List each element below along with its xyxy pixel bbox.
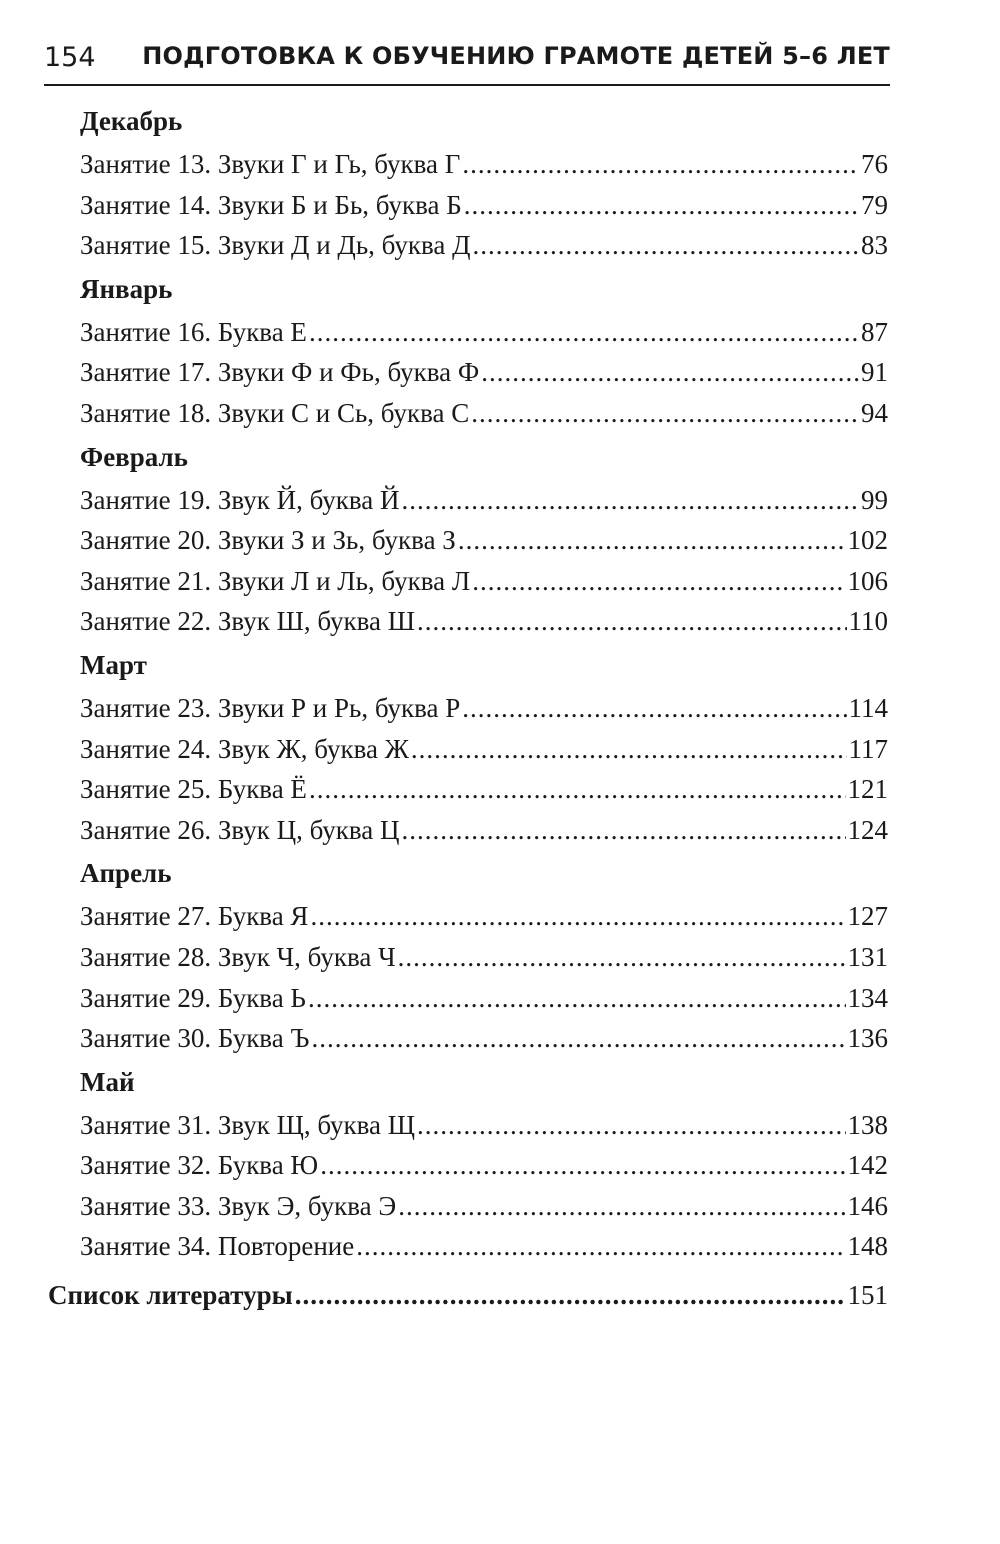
toc-entry-page: 142 <box>847 1150 888 1181</box>
toc-entry[interactable] <box>80 312 888 353</box>
toc-entry-page: 106 <box>847 565 888 596</box>
toc-entry-title: Занятие 29. Буква Ь <box>80 982 306 1013</box>
toc-entry-title: Занятие 27. Буква Я <box>80 901 309 932</box>
toc-entry-page: 87 <box>861 316 888 347</box>
toc-entry-title: Занятие 14. Звуки Б и Бь, буква Б <box>80 189 462 220</box>
dot-leader <box>402 810 846 851</box>
dot-leader <box>309 312 859 353</box>
toc-entry[interactable] <box>80 480 888 521</box>
toc-entry-title: Занятие 24. Звук Ж, буква Ж <box>80 733 409 764</box>
toc-entry[interactable] <box>80 688 888 729</box>
toc-entry-page: 114 <box>848 692 888 723</box>
month-heading-april: Апрель <box>80 858 172 889</box>
toc-entry-title: Занятие 22. Звук Ш, буква Ш <box>80 606 416 637</box>
toc-entry-page: 110 <box>848 606 888 637</box>
toc-entry[interactable] <box>80 810 888 851</box>
toc-entry-page: 99 <box>861 484 888 515</box>
dot-leader <box>308 978 846 1019</box>
dot-leader <box>310 896 845 937</box>
toc-entry[interactable] <box>80 144 888 185</box>
toc-entry[interactable] <box>80 1226 888 1267</box>
toc-entry-page: 131 <box>847 941 888 972</box>
toc-entry-title: Занятие 30. Буква Ъ <box>80 1023 310 1054</box>
dot-leader <box>402 480 859 521</box>
dot-leader <box>458 520 846 561</box>
toc-entry[interactable] <box>80 561 888 602</box>
dot-leader <box>473 225 860 266</box>
toc-entry-title: Занятие 33. Звук Э, буква Э <box>80 1190 397 1221</box>
dot-leader <box>295 1275 846 1316</box>
dot-leader <box>398 1186 845 1227</box>
dot-leader <box>320 1145 845 1186</box>
toc-entry-title: Занятие 13. Звуки Г и Гь, буква Г <box>80 149 461 179</box>
toc-entry[interactable] <box>80 393 888 434</box>
dot-leader <box>411 729 847 770</box>
toc-entry[interactable] <box>80 225 888 266</box>
toc-entry-title: Занятие 28. Звук Ч, буква Ч <box>80 941 396 972</box>
toc-entry[interactable] <box>80 1018 888 1059</box>
toc-entry-page: 148 <box>847 1231 888 1262</box>
toc-entry-title: Занятие 18. Звуки С и Сь, буква С <box>80 397 470 428</box>
dot-leader <box>312 1018 846 1059</box>
month-heading-january: Январь <box>80 273 173 304</box>
toc-entry-page: 83 <box>861 230 888 261</box>
dot-leader <box>417 1105 845 1146</box>
toc-entry[interactable] <box>80 1186 888 1227</box>
toc-entry-page: 91 <box>861 357 888 388</box>
toc-entry[interactable] <box>80 520 888 561</box>
toc-entry-page: 134 <box>847 982 888 1013</box>
toc-entry-page: 146 <box>847 1190 888 1221</box>
dot-leader <box>462 688 846 729</box>
toc-entry[interactable] <box>80 729 888 770</box>
toc-entry[interactable] <box>80 978 888 1019</box>
toc-entry-page: 138 <box>847 1109 888 1140</box>
toc-entry-title: Занятие 21. Звуки Л и Ль, буква Л <box>80 565 471 596</box>
running-title: ПОДГОТОВКА К ОБУЧЕНИЮ ГРАМОТЕ ДЕТЕЙ 5–6 ЛЕТ <box>142 42 890 70</box>
toc-entry-page: 94 <box>861 397 888 428</box>
toc-entry[interactable] <box>80 1105 888 1146</box>
toc-entry-page: 124 <box>847 814 888 845</box>
toc-entry-title: Занятие 17. Звуки Ф и Фь, буква Ф <box>80 357 480 388</box>
toc-entry[interactable] <box>80 601 888 642</box>
dot-leader <box>309 769 846 810</box>
toc-entry-page: 121 <box>847 774 888 805</box>
toc-entry[interactable] <box>80 352 888 393</box>
table-of-contents <box>0 98 1000 1316</box>
toc-entry[interactable] <box>80 769 888 810</box>
toc-entry-title: Занятие 23. Звуки Р и Рь, буква Р <box>80 692 461 723</box>
toc-entry-title: Занятие 19. Звук Й, буква Й <box>80 484 400 515</box>
toc-entry-page: 127 <box>847 901 888 932</box>
toc-entry-title: Занятие 20. Звуки З и Зь, буква З <box>80 525 456 556</box>
dot-leader <box>462 144 859 185</box>
dot-leader <box>471 393 859 434</box>
dot-leader <box>464 185 859 226</box>
toc-entry-page: 136 <box>847 1023 888 1054</box>
dot-leader <box>417 601 846 642</box>
toc-entry[interactable] <box>80 1145 888 1186</box>
toc-entry-title: Занятие 32. Буква Ю <box>80 1150 319 1181</box>
toc-entry-page: 79 <box>861 189 888 220</box>
dot-leader <box>472 561 845 602</box>
toc-entry-title: Занятие 31. Звук Щ, буква Щ <box>80 1109 416 1140</box>
dot-leader <box>356 1226 845 1267</box>
dot-leader <box>481 352 859 393</box>
page-header <box>44 38 890 86</box>
bibliography-page: 151 <box>847 1280 888 1311</box>
page-number: 154 <box>44 42 96 73</box>
month-heading-march: Март <box>80 649 147 680</box>
toc-entry-title: Занятие 25. Буква Ё <box>80 774 307 805</box>
toc-entry-title: Занятие 16. Буква Е <box>80 316 307 347</box>
bibliography-entry[interactable] <box>48 1275 888 1316</box>
dot-leader <box>398 937 846 978</box>
toc-entry[interactable] <box>80 937 888 978</box>
month-heading-may: Май <box>80 1066 135 1097</box>
toc-entry[interactable] <box>80 185 888 226</box>
toc-entry-title: Занятие 34. Повторение <box>80 1231 355 1262</box>
bibliography-title: Список литературы <box>48 1280 293 1311</box>
toc-entry-page: 102 <box>847 525 888 556</box>
toc-entry-page: 76 <box>861 149 888 179</box>
toc-entry-title: Занятие 15. Звуки Д и Дь, буква Д <box>80 230 471 261</box>
toc-entry[interactable] <box>80 896 888 937</box>
month-heading-february: Февраль <box>80 441 188 472</box>
month-heading-december: Декабрь <box>80 106 183 136</box>
toc-entry-page: 117 <box>848 733 888 764</box>
toc-entry-title: Занятие 26. Звук Ц, буква Ц <box>80 814 400 845</box>
